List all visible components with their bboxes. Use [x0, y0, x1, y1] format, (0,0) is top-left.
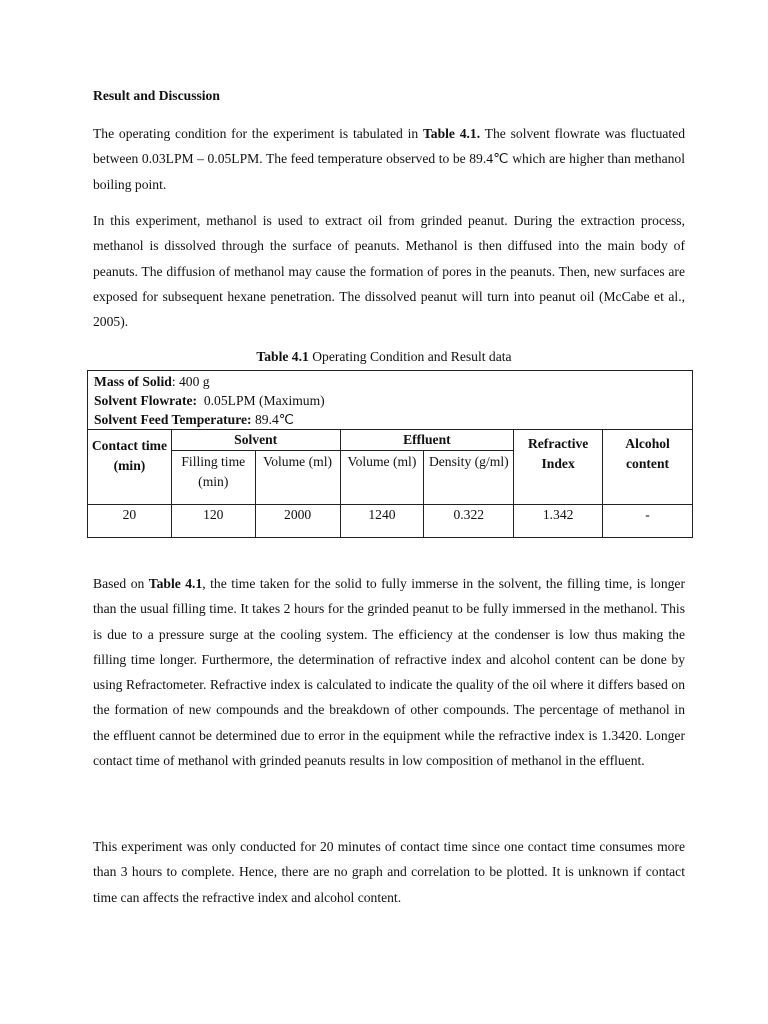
- paragraph-text: , the time taken for the solid to fully immerse in the solvent, the filling time, is longer than the usual filling time. It takes 2 hours for the grinded peanut to be fully immersed in the methanol. This is due to a pressure surge at the cooling system. The efficiency at the condenser is low thus making the filling time longer. Furthermore, the determination of refractive index and alcohol content can be done by using Refractometer. Refractive index is calculated to indicate the quality of the oil where it differs based on the formation of new compounds and the breakdown of other compounds. The percentage of methanol in the effluent cannot be determined due to error in the equipment while the refractive index is 1.3420. Longer contact time of methanol with grinded peanuts results in low composition of methanol in the effluent.: [93, 576, 685, 769]
- paragraph-discussion: [93, 571, 685, 773]
- cell-contact-time: 20: [88, 505, 172, 538]
- table-caption-label: Table 4.1: [256, 349, 309, 364]
- mass-value: : 400 g: [171, 374, 210, 389]
- solvent-flowrate-line: [94, 391, 692, 410]
- table-reference: Table 4.1: [148, 576, 203, 591]
- cell-refractive-index: 1.342: [514, 505, 603, 538]
- header-effluent-group: Effluent: [340, 430, 514, 451]
- table-row: [88, 505, 693, 538]
- header-alcohol-content: Alcohol content: [603, 430, 693, 505]
- flow-label: Solvent Flowrate:: [94, 393, 198, 408]
- cell-alcohol-content: -: [603, 505, 693, 538]
- feed-temperature-line: [94, 410, 692, 429]
- cell-effluent-volume: 1240: [340, 505, 424, 538]
- paragraph-extraction-process: In this experiment, methanol is used to extract oil from grinded peanut. During the extraction process, methanol is dissolved through the surface of peanuts. Methanol is then diffused into the main body of peanuts. The diffusion of methanol may cause the formation of pores in the peanuts. Then, new surfaces are exposed for subsequent hexane penetration. The dissolved peanut will turn into peanut oil (McCabe et al., 2005).: [93, 213, 685, 330]
- header-density: Density (g/ml): [424, 451, 514, 505]
- section-heading: Result and Discussion: [93, 88, 220, 103]
- paragraph-conclusion: This experiment was only conducted for 20 minutes of contact time since one contact time consumes more than 3 hours to complete. Hence, there are no graph and correlation to be plotted. It is unknown if contact time can affects the refractive index and alcohol content.: [93, 839, 685, 905]
- cell-density: 0.322: [424, 505, 514, 538]
- table-conditions-cell: [88, 371, 693, 430]
- header-contact-time: Contact time (min): [88, 430, 172, 505]
- table-reference: Table 4.1.: [422, 126, 481, 141]
- temp-label: Solvent Feed Temperature:: [94, 412, 252, 427]
- table-caption: [0, 349, 768, 365]
- table-caption-text: Operating Condition and Result data: [308, 349, 512, 364]
- header-solvent-group: Solvent: [171, 430, 340, 451]
- paragraph-text: Based on: [93, 576, 149, 591]
- temp-value: 89.4℃: [251, 412, 295, 427]
- cell-solvent-volume: 2000: [255, 505, 340, 538]
- flow-value: 0.05LPM (Maximum): [197, 393, 325, 408]
- result-table: [87, 370, 693, 538]
- header-refractive-index: Refractive Index: [514, 430, 603, 505]
- mass-of-solid-line: [94, 372, 692, 391]
- paragraph-operating-condition: [93, 121, 685, 197]
- paragraph-text: The operating condition for the experiment is tabulated in: [93, 126, 423, 141]
- mass-label: Mass of Solid: [94, 374, 172, 389]
- cell-filling-time: 120: [171, 505, 255, 538]
- paragraph-text: The solvent flowrate was fluctuated between 0.03LPM – 0.05LPM. The feed temperature observed to be 89.4℃ which are higher than methanol boiling point.: [93, 126, 686, 192]
- header-filling-time: Filling time (min): [171, 451, 255, 505]
- header-effluent-volume: Volume (ml): [340, 451, 424, 505]
- header-solvent-volume: Volume (ml): [255, 451, 340, 505]
